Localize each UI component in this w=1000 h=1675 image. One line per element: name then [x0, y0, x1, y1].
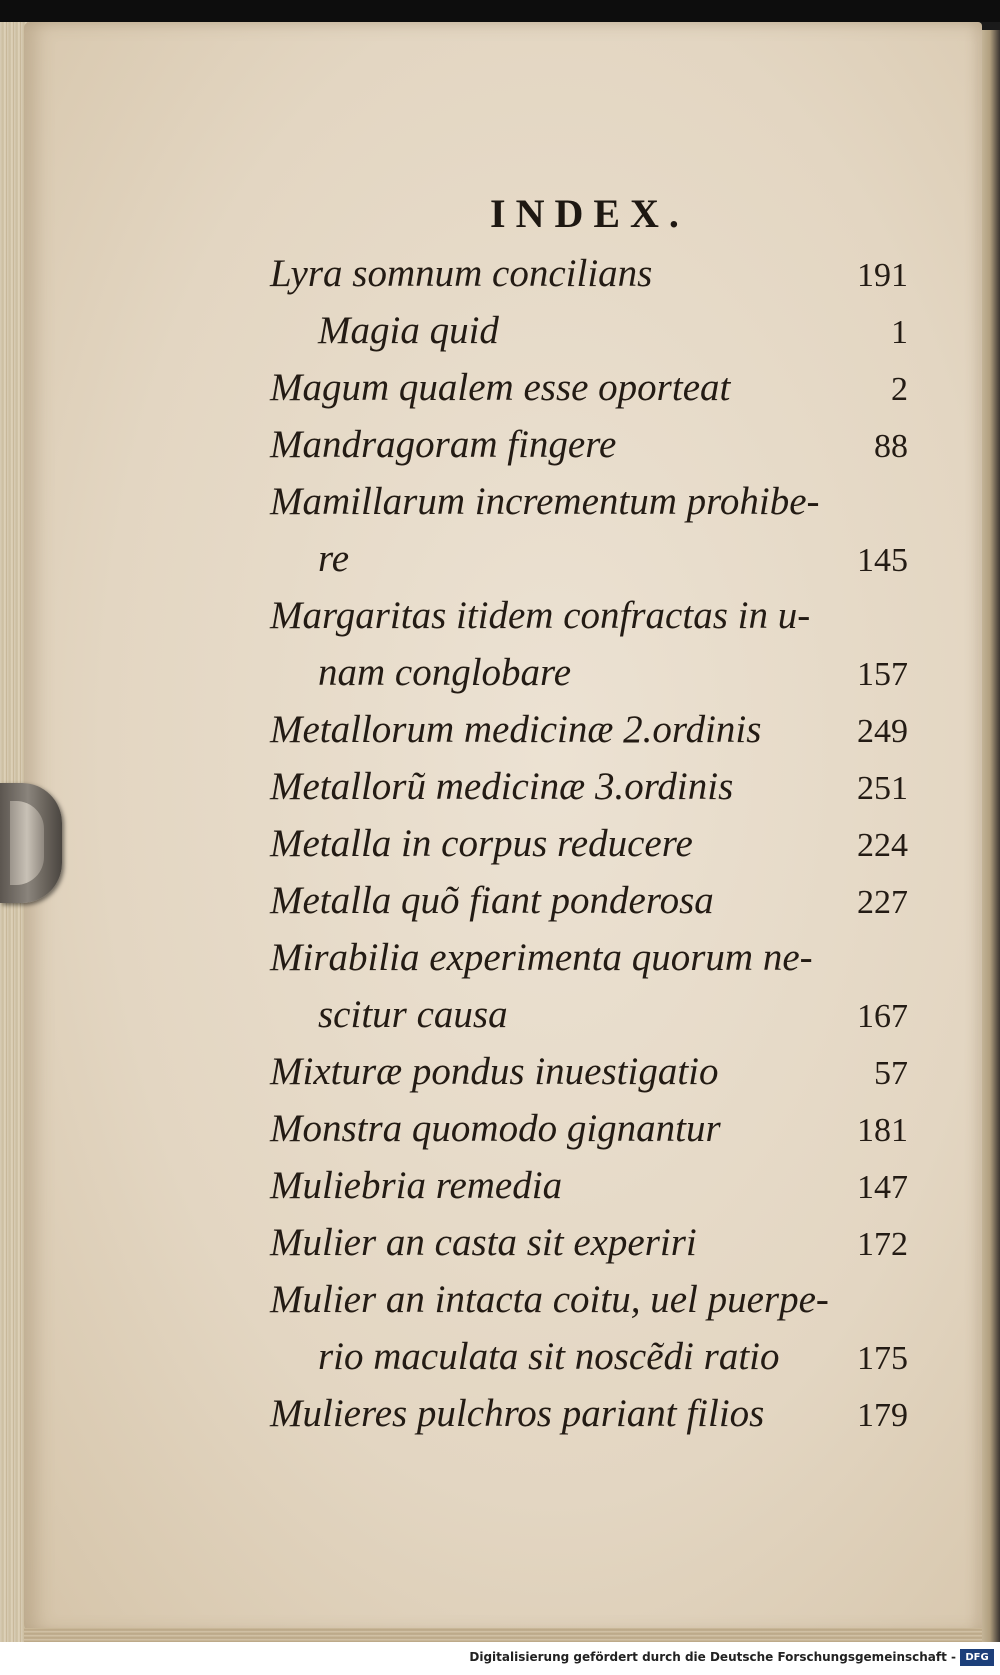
entry-text: Mirabilia experimenta quorum ne-	[270, 936, 813, 979]
entry-text: Mulieres pulchros pariant filios	[270, 1392, 765, 1435]
entry-page: 88	[874, 428, 908, 465]
index-entry	[270, 1100, 910, 1157]
index-entry	[270, 1214, 910, 1271]
footer-credit-text: Digitalisierung gefördert durch die Deutsche Forschungsgemeinschaft -	[469, 1650, 956, 1664]
index-entry	[270, 929, 910, 986]
index-entry	[270, 473, 910, 530]
entry-page: 172	[857, 1226, 908, 1263]
entry-page: 191	[857, 257, 908, 294]
index-entries	[270, 245, 910, 1442]
entry-text: Magum qualem esse oporteat	[270, 366, 731, 409]
entry-page: 167	[857, 998, 908, 1035]
entry-text: Magia quid	[318, 309, 499, 352]
index-entry	[270, 587, 910, 644]
entry-text: Mamillarum incrementum prohibe-	[270, 480, 820, 523]
dfg-logo-icon: DFG	[960, 1649, 994, 1666]
index-entry	[270, 530, 910, 587]
index-entry	[270, 644, 910, 701]
index-entry	[270, 986, 910, 1043]
entry-text: Metalla quõ fiant ponderosa	[270, 879, 714, 922]
entry-text: Muliebria remedia	[270, 1164, 563, 1207]
entry-text: Mixturæ pondus inuestigatio	[270, 1050, 719, 1093]
entry-text: Metalla in corpus reducere	[270, 822, 693, 865]
entry-text: rio maculata sit noscẽdi ratio	[318, 1335, 780, 1378]
index-entry	[270, 245, 910, 302]
digitization-footer	[0, 1642, 1000, 1675]
index-entry	[270, 1157, 910, 1214]
index-entry	[270, 302, 910, 359]
index-entry	[270, 416, 910, 473]
index-entry	[270, 1271, 910, 1328]
entry-page: 227	[857, 884, 908, 921]
entry-text: Mulier an casta sit experiri	[270, 1221, 697, 1264]
entry-page: 251	[857, 770, 908, 807]
index-heading: INDEX.	[490, 191, 689, 236]
index-entry	[270, 872, 910, 929]
entry-text: Metallorũ medicinæ 3.ordinis	[270, 765, 734, 808]
index-entry	[270, 1043, 910, 1100]
entry-page: 57	[874, 1055, 908, 1092]
entry-page: 1	[891, 314, 908, 351]
entry-text: Mandragoram fingere	[270, 423, 617, 466]
entry-page: 179	[857, 1397, 908, 1434]
index-entry	[270, 359, 910, 416]
entry-page: 145	[857, 542, 908, 579]
book-clasp	[0, 783, 62, 903]
entry-page: 175	[857, 1340, 908, 1377]
index-entry	[270, 701, 910, 758]
entry-page: 2	[891, 371, 908, 408]
entry-text: nam conglobare	[318, 651, 572, 694]
entry-text: Margaritas itidem confractas in u-	[270, 594, 811, 637]
top-dark-margin	[0, 0, 1000, 22]
entry-page: 157	[857, 656, 908, 693]
entry-page: 249	[857, 713, 908, 750]
entry-text: Metallorum medicinæ 2.ordinis	[270, 708, 762, 751]
entry-page: 181	[857, 1112, 908, 1149]
entry-page: 147	[857, 1169, 908, 1206]
index-entry	[270, 1328, 910, 1385]
entry-text: Monstra quomodo gignantur	[270, 1107, 721, 1150]
entry-text: re	[318, 537, 350, 580]
entry-text: Mulier an intacta coitu, uel puerpe-	[270, 1278, 829, 1321]
index-entry	[270, 1385, 910, 1442]
entry-text: scitur causa	[318, 993, 508, 1036]
index-entry	[270, 758, 910, 815]
index-entry	[270, 815, 910, 872]
entry-page: 224	[857, 827, 908, 864]
entry-text: Lyra somnum concilians	[270, 252, 653, 295]
